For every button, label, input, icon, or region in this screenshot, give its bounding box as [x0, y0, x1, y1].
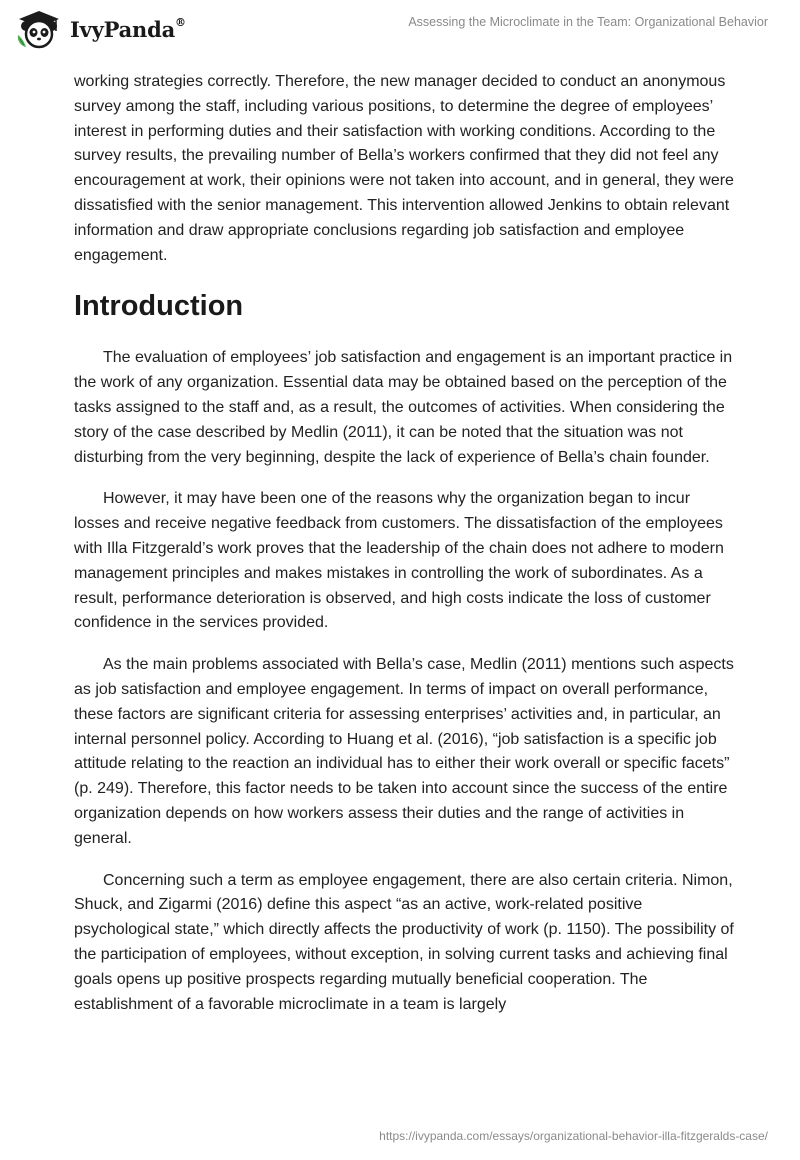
- paragraph-continuation: working strategies correctly. Therefore, the new manager decided to conduct an anonymous survey among the staff, including various positions, to determine the degree of employees’ interest in performing duties and their satisfaction with working conditions. According to the survey results, the prevailing number of Bella’s workers confirmed that they did not feel any encouragement at work, their opinions were not taken into account, and in general, they were dissatisfied with the senior management. This intervention allowed Jenkins to obtain relevant information and draw appropriate conclusions regarding job satisfaction and employee engagement.: [74, 73, 734, 264]
- paragraph-2: However, it may have been one of the reasons why the organization began to incur losses and receive negative feedback from customers. The dissatisfaction of the employees with Illa Fitzgerald’s work proves that the leadership of the chain does not adhere to modern management principles and makes mistakes in controlling the work of subordinates. As a result, performance deterioration is observed, and high costs indicate the loss of customer confidence in the services provided.: [74, 490, 724, 632]
- page-header: [0, 0, 800, 66]
- paragraph-4: Concerning such a term as employee engagement, there are also certain criteria. Nimon, Shuck, and Zigarmi (2016) define this aspect “as an active, work-related positive psychological state,” which directly affects the productivity of work (p. 1150). The possibility of the participation of employees, without exception, in solving current tasks and achieving final goals opens up positive prospects regarding mutually beneficial cooperation. The establishment of a favorable microclimate in a team is largely: [74, 871, 734, 1013]
- paragraph-1: The evaluation of employees’ job satisfaction and engagement is an important practice in the work of any organization. Essential data may be obtained based on the perception of the tasks assigned to the staff and, as a result, the outcomes of activities. When considering the story of the case described by Medlin (2011), it can be noted that the situation was not disturbing from the very beginning, despite the lack of experience of Bella’s chain founder.: [74, 349, 733, 466]
- essay-content: [74, 70, 734, 1034]
- ivypanda-logo[interactable]: [15, 9, 186, 49]
- source-url-link[interactable]: https://ivypanda.com/essays/organizational-behavior-illa-fitzgeralds-case/: [379, 1129, 768, 1143]
- section-heading-introduction: Introduction: [74, 290, 244, 323]
- paragraph-3: As the main problems associated with Bella’s case, Medlin (2011) mentions such aspects as job satisfaction and employee engagement. In terms of impact on overall performance, these factors are significant criteria for assessing enterprises’ activities and, in particular, an internal personnel policy. According to Huang et al. (2016), “job satisfaction is a specific job attitude relating to the reaction an individual has to either their work overall or specific facets” (p. 249). Therefore, this factor needs to be taken into account since the success of the entire organization depends on how workers assess their duties and the range of activities in general.: [74, 656, 734, 847]
- logo-wordmark: IvyPanda®: [70, 15, 186, 42]
- document-title: Assessing the Microclimate in the Team: Organizational Behavior: [408, 15, 768, 29]
- panda-graduate-icon: [15, 9, 65, 49]
